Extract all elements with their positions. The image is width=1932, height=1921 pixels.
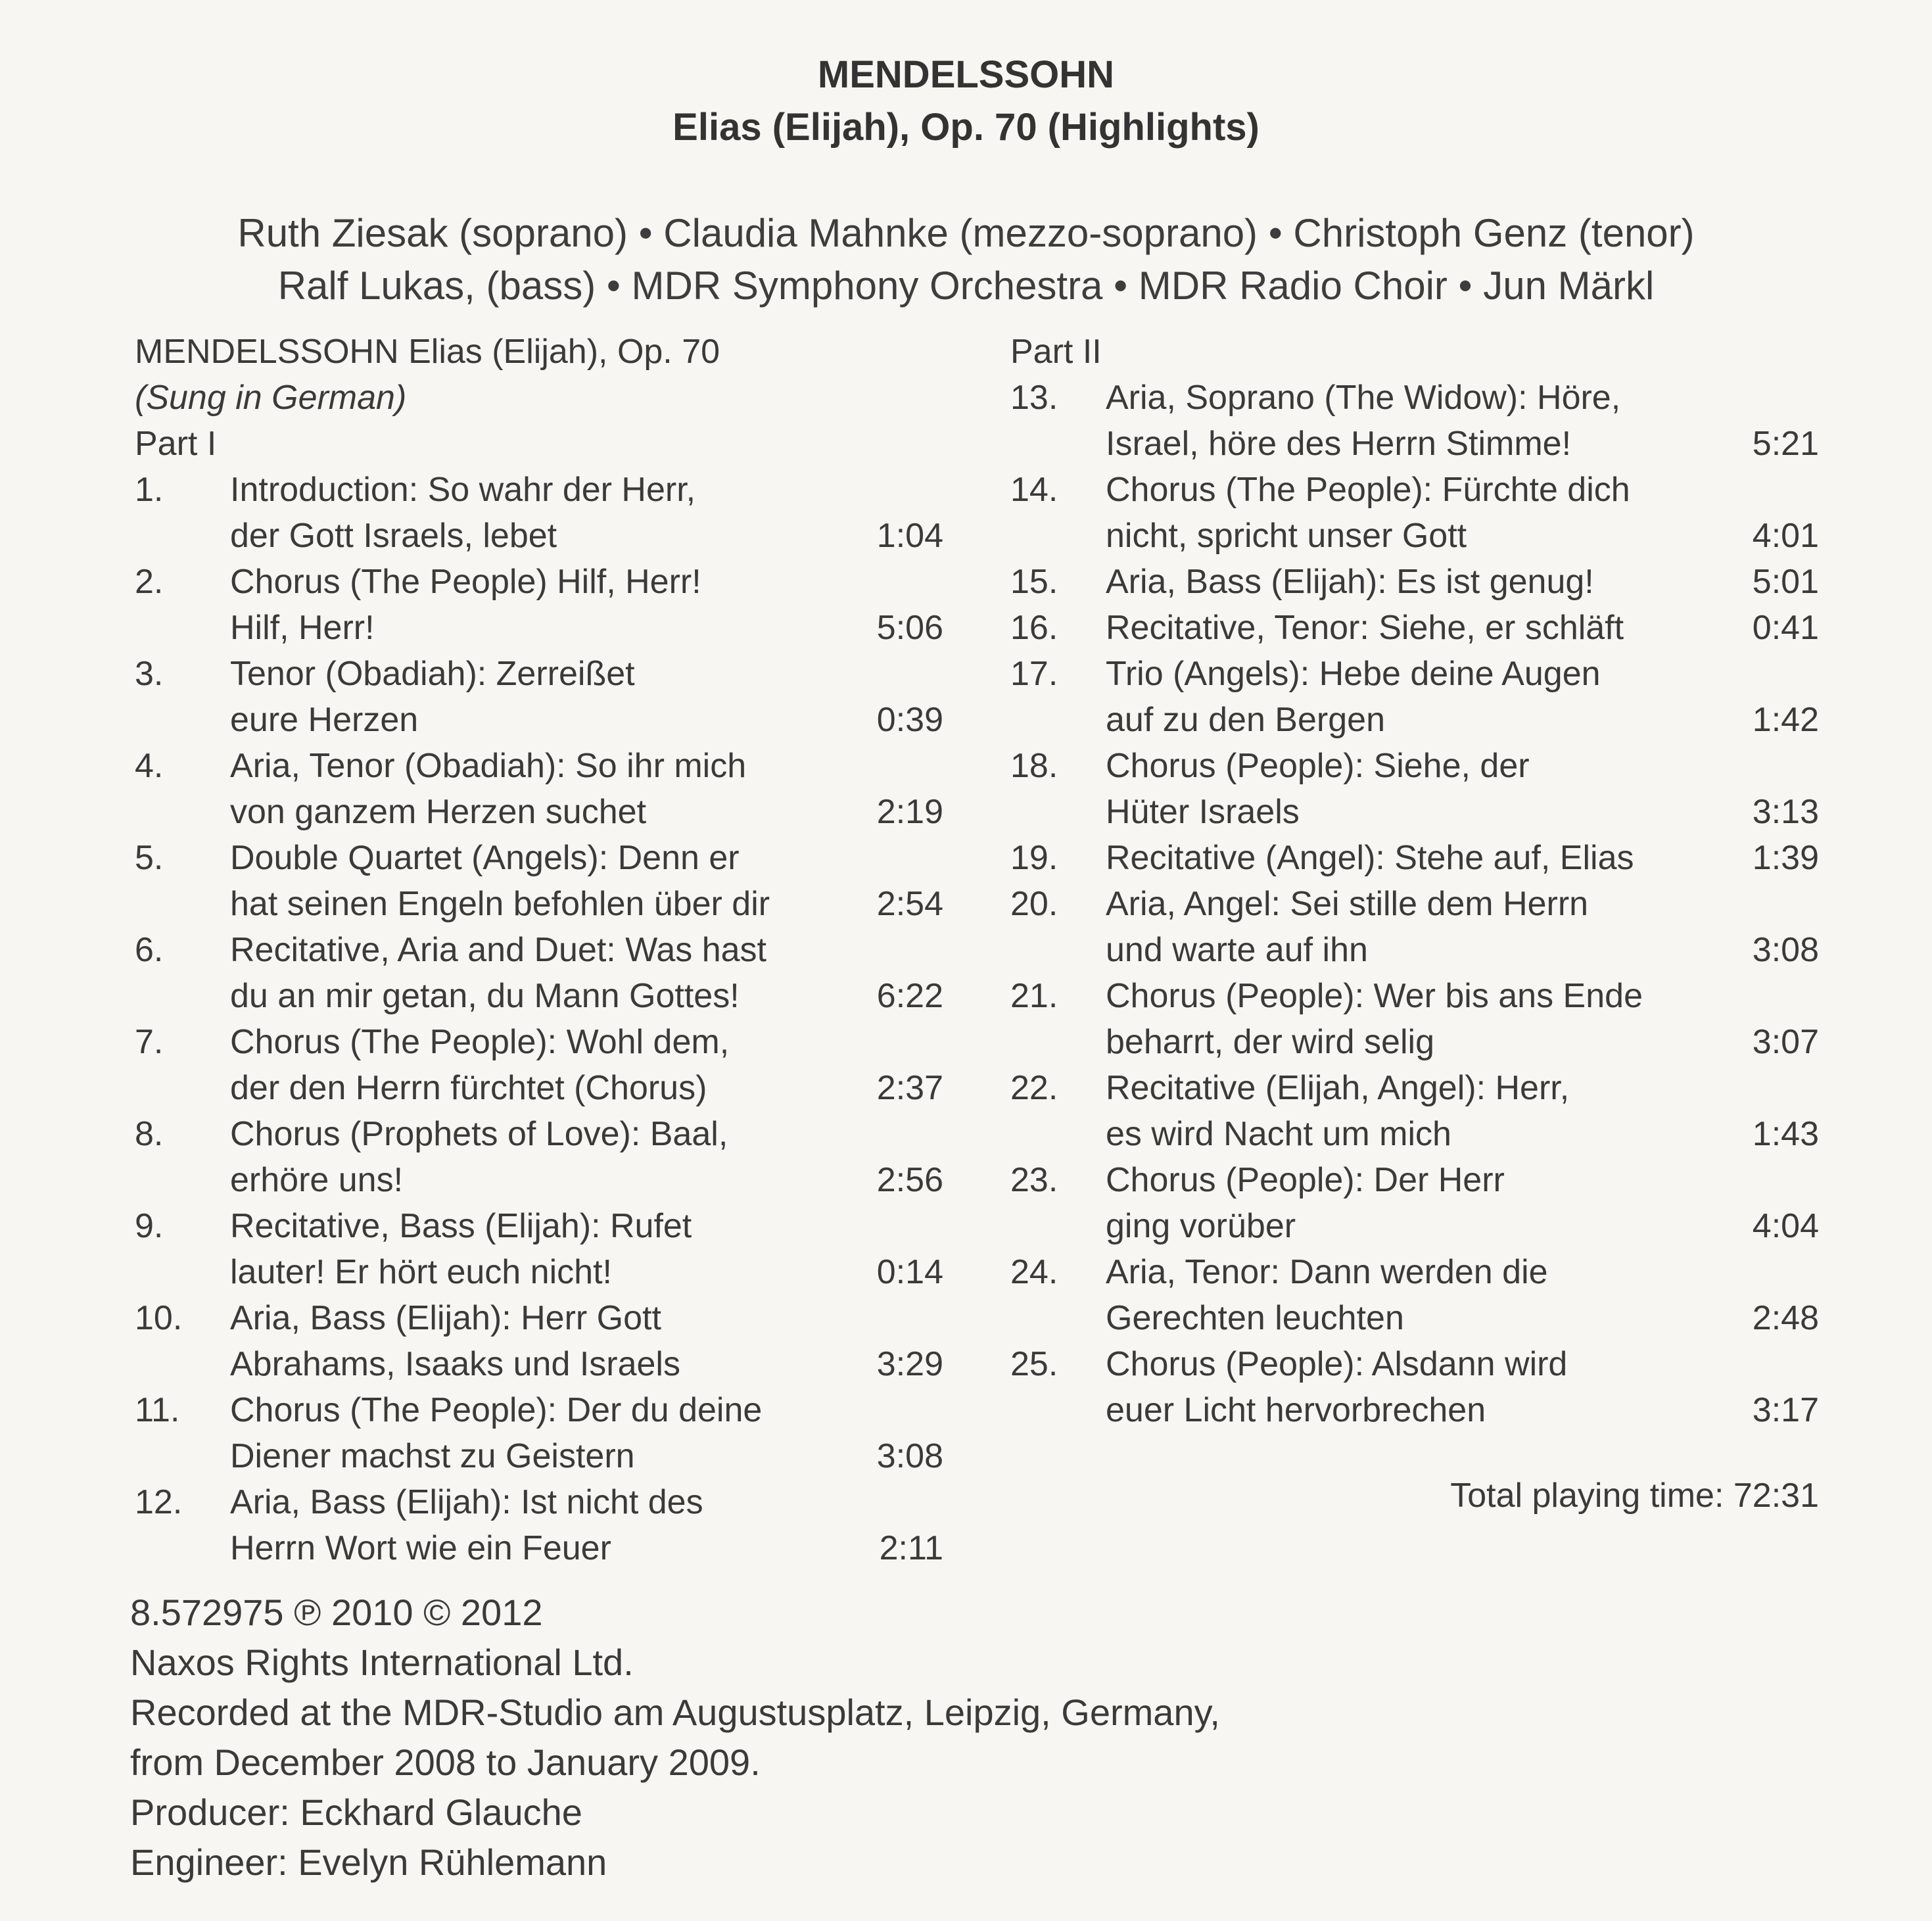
track-title-line-2: und warte auf ihn [1106, 931, 1368, 969]
track-title-line-2: beharrt, der wird selig [1106, 1023, 1434, 1061]
track-title-line-2: du an mir getan, du Mann Gottes! [230, 977, 740, 1015]
track-title-line-1: Aria, Tenor (Obadiah): So ihr mich [230, 747, 747, 785]
track-row [135, 651, 943, 743]
track-title-line-1: Chorus (People): Siehe, der [1106, 747, 1530, 785]
track-title-line-2: Herrn Wort wie ein Feuer [230, 1529, 611, 1567]
track-number: 8. [135, 1115, 164, 1153]
track-row [1010, 605, 1819, 651]
track-number: 11. [135, 1391, 180, 1429]
track-duration: 3:13 [1752, 793, 1819, 831]
track-number: 6. [135, 931, 164, 969]
track-number: 14. [1010, 471, 1058, 509]
track-title-line-1: Recitative, Bass (Elijah): Rufet [230, 1207, 692, 1245]
track-row [135, 835, 943, 927]
track-number: 2. [135, 563, 164, 601]
track-title-line-1: Double Quartet (Angels): Denn er [230, 839, 740, 877]
track-row [1010, 651, 1819, 743]
track-title-line-1: Chorus (Prophets of Love): Baal, [230, 1115, 728, 1153]
track-title-line-1: Chorus (The People): Fürchte dich [1106, 471, 1630, 509]
work-title: Elias (Elijah), Op. 70 (Highlights) [672, 106, 1260, 149]
track-number: 19. [1010, 839, 1058, 877]
track-title-line-1: Chorus (The People) Hilf, Herr! [230, 563, 701, 601]
track-title-line-1: Tenor (Obadiah): Zerreißet [230, 655, 635, 693]
track-row [1010, 375, 1819, 467]
track-duration: 2:56 [876, 1161, 943, 1199]
track-title-line-1: Recitative (Angel): Stehe auf, Elias [1106, 839, 1634, 877]
rights-line: Naxos Rights International Ltd. [130, 1642, 634, 1683]
track-row [1010, 1341, 1819, 1433]
cast-line-1: Ruth Ziesak (soprano) • Claudia Mahnke (mezzo-soprano) • Christoph Genz (tenor) [237, 211, 1695, 255]
track-number: 3. [135, 655, 164, 693]
track-row [1010, 1065, 1819, 1157]
track-duration: 0:39 [876, 701, 943, 739]
track-number: 20. [1010, 885, 1058, 923]
track-number: 21. [1010, 977, 1058, 1015]
track-title-line-2: eure Herzen [230, 701, 419, 739]
credits [130, 1588, 1220, 1887]
track-title-line-2: nicht, spricht unser Gott [1106, 517, 1467, 555]
track-title-line-1: Recitative (Elijah, Angel): Herr, [1106, 1069, 1570, 1107]
track-duration: 4:01 [1752, 517, 1819, 555]
track-row [135, 1111, 943, 1203]
track-row [135, 743, 943, 835]
track-number: 22. [1010, 1069, 1058, 1107]
producer-line: Producer: Eckhard Glauche [130, 1791, 582, 1833]
track-duration: 1:39 [1752, 839, 1819, 877]
track-number: 12. [135, 1483, 183, 1521]
track-duration: 2:37 [876, 1069, 943, 1107]
track-title-line-2: lauter! Er hört euch nicht! [230, 1253, 612, 1291]
track-number: 4. [135, 747, 164, 785]
track-number: 15. [1010, 563, 1058, 601]
track-title-line-1: Chorus (People): Der Herr [1106, 1161, 1505, 1199]
catalog-line: 8.572975 ℗ 2010 © 2012 [130, 1592, 543, 1633]
track-row [1010, 1157, 1819, 1249]
track-list [1010, 375, 1819, 1433]
track-duration: 2:11 [879, 1529, 943, 1567]
work-heading: MENDELSSOHN Elias (Elijah), Op. 70 [135, 333, 720, 371]
track-number: 13. [1010, 379, 1058, 417]
track-duration: 5:21 [1752, 425, 1819, 463]
track-title-line-2: Abrahams, Isaaks und Israels [230, 1345, 680, 1383]
track-title-line-2: Diener machst zu Geistern [230, 1437, 635, 1475]
track-number: 16. [1010, 609, 1058, 647]
recorded-line-1: Recorded at the MDR-Studio am Augustusplatz, Leipzig, Germany, [130, 1692, 1220, 1733]
track-title-line-1: Chorus (The People): Wohl dem, [230, 1023, 730, 1061]
track-title-line-1: Chorus (The People): Der du deine [230, 1391, 763, 1429]
track-title-line-1: Chorus (People): Wer bis ans Ende [1106, 977, 1643, 1015]
track-title-line-1: Aria, Bass (Elijah): Es ist genug! [1106, 563, 1594, 601]
track-number: 23. [1010, 1161, 1058, 1199]
track-title-line-2: von ganzem Herzen suchet [230, 793, 647, 831]
track-list [135, 467, 943, 1571]
track-title-line-2: Gerechten leuchten [1106, 1299, 1404, 1337]
track-title-line-1: Introduction: So wahr der Herr, [230, 471, 696, 509]
track-title-line-2: Hilf, Herr! [230, 609, 375, 647]
track-number: 5. [135, 839, 164, 877]
track-title-line-1: Recitative, Tenor: Siehe, er schläft [1106, 609, 1624, 647]
track-title-line-2: der den Herrn fürchtet (Chorus) [230, 1069, 707, 1107]
track-duration: 0:14 [876, 1253, 943, 1291]
track-title-line-1: Aria, Angel: Sei stille dem Herrn [1106, 885, 1589, 923]
track-number: 17. [1010, 655, 1058, 693]
track-title-line-2: es wird Nacht um mich [1106, 1115, 1451, 1153]
track-duration: 1:43 [1752, 1115, 1819, 1153]
track-row [135, 1203, 943, 1295]
track-row [135, 1295, 943, 1387]
track-number: 24. [1010, 1253, 1058, 1291]
track-row [135, 559, 943, 651]
part-2-heading: Part II [1010, 333, 1102, 371]
track-row [1010, 1249, 1819, 1341]
track-duration: 3:08 [876, 1437, 943, 1475]
track-duration: 3:08 [1752, 931, 1819, 969]
track-duration: 5:01 [1752, 563, 1819, 601]
track-row [135, 1387, 943, 1479]
track-duration: 2:48 [1752, 1299, 1819, 1337]
track-duration: 2:19 [876, 793, 943, 831]
part-1-heading: Part I [135, 425, 217, 463]
track-title-line-2: Hüter Israels [1106, 793, 1300, 831]
track-duration: 3:07 [1752, 1023, 1819, 1061]
track-duration: 2:54 [876, 885, 943, 923]
track-title-line-2: Israel, höre des Herrn Stimme! [1106, 425, 1572, 463]
track-duration: 5:06 [876, 609, 943, 647]
track-duration: 1:42 [1752, 701, 1819, 739]
track-number: 10. [135, 1299, 183, 1337]
track-title-line-2: auf zu den Bergen [1106, 701, 1385, 739]
track-title-line-1: Aria, Bass (Elijah): Herr Gott [230, 1299, 661, 1337]
track-row [1010, 835, 1819, 881]
track-duration: 3:29 [876, 1345, 943, 1383]
track-row [1010, 881, 1819, 973]
composer-title: MENDELSSOHN [817, 53, 1115, 96]
cast-line-2: Ralf Lukas, (bass) • MDR Symphony Orchestra • MDR Radio Choir • Jun Märkl [277, 264, 1655, 308]
track-title-line-2: euer Licht hervorbrechen [1106, 1391, 1486, 1429]
track-row [1010, 467, 1819, 559]
track-row [1010, 743, 1819, 835]
track-number: 25. [1010, 1345, 1058, 1383]
tracklist-part-2 [1010, 329, 1819, 1519]
track-row [135, 1479, 943, 1571]
track-duration: 4:04 [1752, 1207, 1819, 1245]
track-title-line-2: der Gott Israels, lebet [230, 517, 557, 555]
track-number: 7. [135, 1023, 164, 1061]
track-title-line-1: Chorus (People): Alsdann wird [1106, 1345, 1568, 1383]
track-row [135, 1019, 943, 1111]
track-duration: 0:41 [1752, 609, 1819, 647]
total-playing-time: Total playing time: 72:31 [1450, 1477, 1819, 1515]
track-title-line-2: erhöre uns! [230, 1161, 404, 1199]
track-number: 9. [135, 1207, 164, 1245]
track-duration: 6:22 [876, 977, 943, 1015]
track-title-line-1: Recitative, Aria and Duet: Was hast [230, 931, 767, 969]
track-number: 1. [135, 471, 164, 509]
track-number: 18. [1010, 747, 1058, 785]
track-row [135, 927, 943, 1019]
track-title-line-2: ging vorüber [1106, 1207, 1296, 1245]
track-duration: 3:17 [1752, 1391, 1819, 1429]
track-row [1010, 559, 1819, 605]
track-title-line-2: hat seinen Engeln befohlen über dir [230, 885, 770, 923]
track-title-line-1: Aria, Soprano (The Widow): Höre, [1106, 379, 1621, 417]
track-title-line-1: Aria, Tenor: Dann werden die [1106, 1253, 1548, 1291]
engineer-line: Engineer: Evelyn Rühlemann [130, 1841, 607, 1883]
track-title-line-1: Trio (Angels): Hebe deine Augen [1106, 655, 1601, 693]
track-row [135, 467, 943, 559]
tracklist-part-1 [135, 329, 943, 1571]
track-row [1010, 973, 1819, 1065]
track-duration: 1:04 [876, 517, 943, 555]
language-note: (Sung in German) [135, 379, 407, 417]
recorded-line-2: from December 2008 to January 2009. [130, 1742, 761, 1783]
track-title-line-1: Aria, Bass (Elijah): Ist nicht des [230, 1483, 703, 1521]
